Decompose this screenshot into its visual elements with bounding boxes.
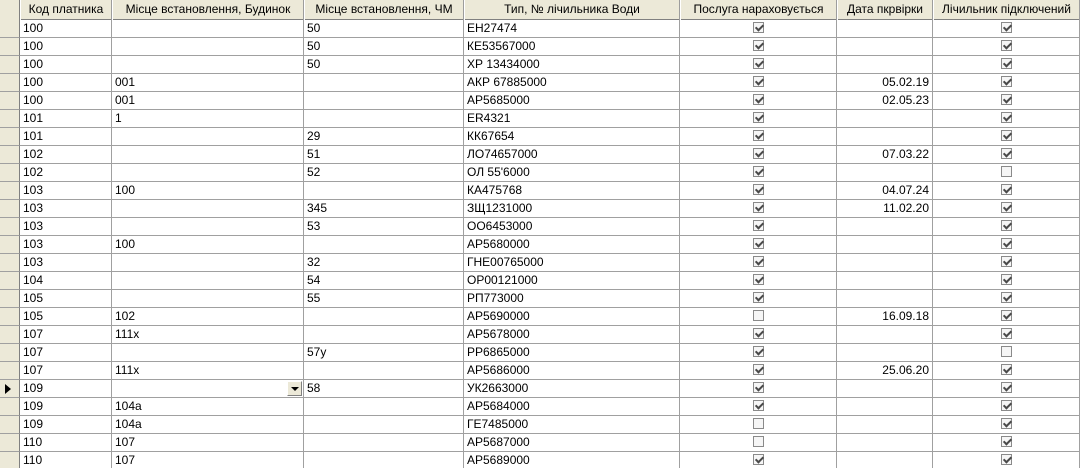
checkbox-icon[interactable]: [1001, 148, 1012, 159]
cell-connected: [933, 92, 1080, 110]
row-pointer-icon: [5, 384, 11, 394]
row-indicator[interactable]: [0, 110, 20, 128]
cell-apartment[interactable]: 51: [304, 146, 464, 164]
checkbox-icon[interactable]: [1001, 94, 1012, 105]
cell-meter[interactable]: ОО6453000: [464, 218, 680, 236]
row-indicator[interactable]: [0, 344, 20, 362]
cell-connected: [933, 182, 1080, 200]
cell-house[interactable]: [112, 56, 304, 74]
cell-code[interactable]: 109: [20, 398, 112, 416]
cell-connected: [933, 110, 1080, 128]
cell-connected: [933, 20, 1080, 38]
cell-apartment[interactable]: 52: [304, 164, 464, 182]
cell-check-date[interactable]: [837, 236, 933, 254]
cell-code[interactable]: 110: [20, 434, 112, 452]
cell-code[interactable]: 101: [20, 128, 112, 146]
table-row[interactable]: [0, 146, 1080, 164]
cell-service: [680, 434, 837, 452]
cell-service: [680, 110, 837, 128]
cell-service: [680, 254, 837, 272]
cell-meter[interactable]: ХР 13434000: [464, 56, 680, 74]
cell-check-date[interactable]: [837, 38, 933, 56]
cell-meter[interactable]: УК2663000: [464, 380, 680, 398]
checkbox-icon[interactable]: [1001, 112, 1012, 123]
col-header-code[interactable]: Код платника: [20, 0, 112, 20]
checkbox-icon[interactable]: [753, 310, 764, 321]
table-row[interactable]: [0, 164, 1080, 182]
cell-connected: [933, 362, 1080, 380]
cell-service: [680, 326, 837, 344]
table-row[interactable]: [0, 92, 1080, 110]
checkbox-icon[interactable]: [753, 400, 764, 411]
checkbox-icon[interactable]: [1001, 436, 1012, 447]
cell-meter[interactable]: ЛО74657000: [464, 146, 680, 164]
cell-check-date[interactable]: [837, 416, 933, 434]
cell-meter[interactable]: ОЛ 55'6000: [464, 164, 680, 182]
cell-meter[interactable]: АР5686000: [464, 362, 680, 380]
cell-check-date[interactable]: [837, 218, 933, 236]
cell-meter[interactable]: АР5684000: [464, 398, 680, 416]
cell-meter[interactable]: ЗЩ1231000: [464, 200, 680, 218]
row-indicator[interactable]: [0, 452, 20, 468]
cell-house[interactable]: [112, 20, 304, 38]
cell-apartment[interactable]: 345: [304, 200, 464, 218]
cell-apartment[interactable]: 53: [304, 218, 464, 236]
cell-code[interactable]: 100: [20, 38, 112, 56]
cell-connected: [933, 452, 1080, 468]
checkbox-icon[interactable]: [753, 382, 764, 393]
col-header-service[interactable]: Послуга нараховується: [680, 0, 837, 20]
row-indicator[interactable]: [0, 380, 20, 398]
cell-service: [680, 200, 837, 218]
row-indicator[interactable]: [0, 128, 20, 146]
cell-connected: [933, 74, 1080, 92]
cell-apartment[interactable]: [304, 398, 464, 416]
cell-apartment[interactable]: 50: [304, 20, 464, 38]
cell-code[interactable]: 103: [20, 218, 112, 236]
cell-house[interactable]: [112, 272, 304, 290]
table-row[interactable]: [0, 362, 1080, 380]
cell-house[interactable]: 100: [112, 182, 304, 200]
cell-meter[interactable]: АР5678000: [464, 326, 680, 344]
cell-apartment[interactable]: 50: [304, 56, 464, 74]
cell-connected: [933, 380, 1080, 398]
cell-connected: [933, 218, 1080, 236]
row-indicator[interactable]: [0, 146, 20, 164]
checkbox-icon[interactable]: [1001, 22, 1012, 33]
cell-meter[interactable]: РП773000: [464, 290, 680, 308]
table-row[interactable]: [0, 272, 1080, 290]
cell-connected: [933, 164, 1080, 182]
cell-check-date[interactable]: 25.06.20: [837, 362, 933, 380]
row-indicator[interactable]: [0, 92, 20, 110]
checkbox-icon[interactable]: [753, 166, 764, 177]
cell-check-date[interactable]: [837, 110, 933, 128]
cell-house[interactable]: 001: [112, 74, 304, 92]
checkbox-icon[interactable]: [1001, 418, 1012, 429]
row-indicator[interactable]: [0, 182, 20, 200]
col-header-check-date[interactable]: Дата пкрвірки: [837, 0, 933, 20]
cell-house[interactable]: 102: [112, 308, 304, 326]
cell-apartment[interactable]: 32: [304, 254, 464, 272]
checkbox-icon[interactable]: [753, 238, 764, 249]
checkbox-icon[interactable]: [753, 112, 764, 123]
row-indicator[interactable]: [0, 416, 20, 434]
cell-code[interactable]: 100: [20, 20, 112, 38]
cell-service: [680, 146, 837, 164]
cell-apartment[interactable]: [304, 308, 464, 326]
cell-service: [680, 416, 837, 434]
cell-house[interactable]: [112, 254, 304, 272]
cell-apartment[interactable]: [304, 326, 464, 344]
checkbox-icon[interactable]: [753, 94, 764, 105]
row-indicator[interactable]: [0, 56, 20, 74]
cell-service: [680, 362, 837, 380]
cell-meter[interactable]: АР5685000: [464, 92, 680, 110]
grid-header: [0, 0, 1080, 20]
checkbox-icon[interactable]: [753, 256, 764, 267]
cell-service: [680, 74, 837, 92]
cell-house[interactable]: 100: [112, 236, 304, 254]
row-indicator[interactable]: [0, 236, 20, 254]
cell-check-date[interactable]: [837, 164, 933, 182]
checkbox-icon[interactable]: [1001, 454, 1012, 465]
cell-meter[interactable]: АР5690000: [464, 308, 680, 326]
checkbox-icon[interactable]: [753, 328, 764, 339]
cell-meter[interactable]: ЕR4321: [464, 110, 680, 128]
checkbox-icon[interactable]: [1001, 130, 1012, 141]
cell-code[interactable]: 100: [20, 56, 112, 74]
table-row[interactable]: [0, 56, 1080, 74]
cell-apartment[interactable]: [304, 92, 464, 110]
cell-service: [680, 236, 837, 254]
cell-meter[interactable]: ГНЕ00765000: [464, 254, 680, 272]
cell-code[interactable]: 101: [20, 110, 112, 128]
row-indicator[interactable]: [0, 308, 20, 326]
checkbox-icon[interactable]: [753, 292, 764, 303]
checkbox-icon[interactable]: [1001, 310, 1012, 321]
cell-house[interactable]: 1: [112, 110, 304, 128]
cell-meter[interactable]: ЕН27474: [464, 20, 680, 38]
checkbox-icon[interactable]: [1001, 292, 1012, 303]
cell-code[interactable]: 107: [20, 326, 112, 344]
cell-code[interactable]: 105: [20, 308, 112, 326]
cell-check-date[interactable]: [837, 452, 933, 468]
cell-meter[interactable]: КЕ53567000: [464, 38, 680, 56]
cell-house[interactable]: 104а: [112, 398, 304, 416]
cell-check-date[interactable]: 05.02.19: [837, 74, 933, 92]
cell-apartment[interactable]: 55: [304, 290, 464, 308]
cell-connected: [933, 200, 1080, 218]
cell-apartment[interactable]: 54: [304, 272, 464, 290]
cell-check-date[interactable]: 16.09.18: [837, 308, 933, 326]
col-header-apartment[interactable]: Місце встановлення, ЧМ: [304, 0, 464, 20]
cell-service: [680, 128, 837, 146]
cell-code[interactable]: 100: [20, 92, 112, 110]
cell-house[interactable]: [112, 38, 304, 56]
checkbox-icon[interactable]: [1001, 328, 1012, 339]
checkbox-icon[interactable]: [753, 364, 764, 375]
cell-service: [680, 20, 837, 38]
cell-connected: [933, 344, 1080, 362]
row-indicator[interactable]: [0, 164, 20, 182]
cell-service: [680, 452, 837, 468]
table-row[interactable]: [0, 326, 1080, 344]
cell-code[interactable]: 103: [20, 236, 112, 254]
table-row[interactable]: [0, 344, 1080, 362]
cell-service: [680, 272, 837, 290]
cell-code[interactable]: 105: [20, 290, 112, 308]
checkbox-icon[interactable]: [1001, 346, 1012, 357]
cell-code[interactable]: 109: [20, 416, 112, 434]
cell-code[interactable]: 102: [20, 146, 112, 164]
cell-check-date[interactable]: [837, 398, 933, 416]
cell-code[interactable]: 109: [20, 380, 112, 398]
row-indicator[interactable]: [0, 362, 20, 380]
row-indicator[interactable]: [0, 38, 20, 56]
header-corner[interactable]: [0, 0, 20, 20]
cell-check-date[interactable]: 02.05.23: [837, 92, 933, 110]
table-row[interactable]: [0, 236, 1080, 254]
row-indicator[interactable]: [0, 290, 20, 308]
cell-service: [680, 218, 837, 236]
checkbox-icon[interactable]: [753, 418, 764, 429]
col-header-meter[interactable]: Тип, № лічильника Води: [464, 0, 680, 20]
table-row[interactable]: [0, 128, 1080, 146]
row-indicator[interactable]: [0, 200, 20, 218]
row-indicator[interactable]: [0, 272, 20, 290]
cell-apartment[interactable]: [304, 182, 464, 200]
table-row[interactable]: [0, 308, 1080, 326]
checkbox-icon[interactable]: [1001, 382, 1012, 393]
cell-code[interactable]: 107: [20, 344, 112, 362]
checkbox-icon[interactable]: [753, 454, 764, 465]
table-row[interactable]: [0, 434, 1080, 452]
cell-house[interactable]: 111х: [112, 326, 304, 344]
row-indicator[interactable]: [0, 218, 20, 236]
checkbox-icon[interactable]: [1001, 400, 1012, 411]
cell-house[interactable]: [112, 290, 304, 308]
cell-check-date[interactable]: 11.02.20: [837, 200, 933, 218]
cell-check-date[interactable]: [837, 380, 933, 398]
cell-meter[interactable]: АР5680000: [464, 236, 680, 254]
cell-service: [680, 92, 837, 110]
cell-check-date[interactable]: 04.07.24: [837, 182, 933, 200]
cell-connected: [933, 290, 1080, 308]
cell-connected: [933, 38, 1080, 56]
table-row[interactable]: [0, 218, 1080, 236]
table-row[interactable]: [0, 74, 1080, 92]
cell-apartment[interactable]: 29: [304, 128, 464, 146]
chevron-down-icon[interactable]: [287, 381, 302, 396]
cell-meter[interactable]: АР5687000: [464, 434, 680, 452]
checkbox-icon[interactable]: [1001, 202, 1012, 213]
cell-check-date[interactable]: [837, 326, 933, 344]
cell-meter[interactable]: КК67654: [464, 128, 680, 146]
row-indicator[interactable]: [0, 254, 20, 272]
table-row[interactable]: [0, 20, 1080, 38]
checkbox-icon[interactable]: [753, 22, 764, 33]
checkbox-icon[interactable]: [1001, 76, 1012, 87]
table-row[interactable]: [0, 398, 1080, 416]
cell-code[interactable]: 103: [20, 254, 112, 272]
row-indicator[interactable]: [0, 398, 20, 416]
cell-house[interactable]: 001: [112, 92, 304, 110]
cell-service: [680, 38, 837, 56]
cell-service: [680, 290, 837, 308]
cell-service: [680, 398, 837, 416]
cell-check-date[interactable]: [837, 128, 933, 146]
checkbox-icon[interactable]: [1001, 364, 1012, 375]
cell-house[interactable]: 111х: [112, 362, 304, 380]
table-row[interactable]: [0, 380, 1080, 398]
table-row[interactable]: [0, 452, 1080, 468]
checkbox-icon[interactable]: [1001, 40, 1012, 51]
cell-code[interactable]: 107: [20, 362, 112, 380]
cell-service: [680, 380, 837, 398]
checkbox-icon[interactable]: [1001, 184, 1012, 195]
cell-connected: [933, 416, 1080, 434]
cell-code[interactable]: 110: [20, 452, 112, 468]
cell-connected: [933, 128, 1080, 146]
cell-connected: [933, 236, 1080, 254]
cell-service: [680, 308, 837, 326]
cell-check-date[interactable]: [837, 254, 933, 272]
cell-connected: [933, 434, 1080, 452]
table-row[interactable]: [0, 290, 1080, 308]
cell-connected: [933, 254, 1080, 272]
checkbox-icon[interactable]: [1001, 256, 1012, 267]
cell-connected: [933, 146, 1080, 164]
cell-house[interactable]: [112, 380, 304, 398]
cell-connected: [933, 308, 1080, 326]
cell-check-date[interactable]: 07.03.22: [837, 146, 933, 164]
cell-apartment[interactable]: [304, 416, 464, 434]
cell-code[interactable]: 104: [20, 272, 112, 290]
checkbox-icon[interactable]: [753, 274, 764, 285]
cell-meter[interactable]: ГЕ7485000: [464, 416, 680, 434]
cell-check-date[interactable]: [837, 434, 933, 452]
grid-body: [0, 20, 1080, 468]
checkbox-icon[interactable]: [1001, 274, 1012, 285]
col-header-house[interactable]: Місце встановлення, Будинок: [112, 0, 304, 20]
cell-house[interactable]: [112, 146, 304, 164]
cell-apartment[interactable]: 57у: [304, 344, 464, 362]
table-row[interactable]: [0, 200, 1080, 218]
cell-check-date[interactable]: [837, 20, 933, 38]
cell-code[interactable]: 103: [20, 182, 112, 200]
cell-connected: [933, 326, 1080, 344]
checkbox-icon[interactable]: [753, 436, 764, 447]
cell-check-date[interactable]: [837, 344, 933, 362]
cell-meter[interactable]: РР6865000: [464, 344, 680, 362]
cell-check-date[interactable]: [837, 290, 933, 308]
row-indicator[interactable]: [0, 434, 20, 452]
checkbox-icon[interactable]: [753, 40, 764, 51]
checkbox-icon[interactable]: [753, 202, 764, 213]
cell-apartment[interactable]: 58: [304, 380, 464, 398]
cell-check-date[interactable]: [837, 272, 933, 290]
cell-service: [680, 164, 837, 182]
cell-code[interactable]: 103: [20, 200, 112, 218]
cell-apartment[interactable]: [304, 362, 464, 380]
table-row[interactable]: [0, 38, 1080, 56]
cell-house[interactable]: [112, 128, 304, 146]
row-indicator[interactable]: [0, 326, 20, 344]
cell-meter[interactable]: АР5689000: [464, 452, 680, 468]
table-row[interactable]: [0, 254, 1080, 272]
checkbox-icon[interactable]: [753, 76, 764, 87]
row-indicator[interactable]: [0, 74, 20, 92]
checkbox-icon[interactable]: [1001, 58, 1012, 69]
cell-connected: [933, 56, 1080, 74]
cell-house[interactable]: [112, 200, 304, 218]
checkbox-icon[interactable]: [753, 346, 764, 357]
checkbox-icon[interactable]: [753, 148, 764, 159]
cell-connected: [933, 398, 1080, 416]
cell-apartment[interactable]: 50: [304, 38, 464, 56]
checkbox-icon[interactable]: [753, 184, 764, 195]
cell-house[interactable]: [112, 164, 304, 182]
col-header-connected[interactable]: Лічильник підключений: [933, 0, 1080, 20]
cell-apartment[interactable]: [304, 110, 464, 128]
cell-house[interactable]: [112, 218, 304, 236]
cell-check-date[interactable]: [837, 56, 933, 74]
table-row[interactable]: [0, 416, 1080, 434]
checkbox-icon[interactable]: [753, 220, 764, 231]
cell-meter[interactable]: ОР00121000: [464, 272, 680, 290]
row-indicator[interactable]: [0, 20, 20, 38]
cell-apartment[interactable]: [304, 434, 464, 452]
cell-house[interactable]: [112, 344, 304, 362]
cell-house[interactable]: 107: [112, 452, 304, 468]
cell-service: [680, 182, 837, 200]
cell-connected: [933, 272, 1080, 290]
cell-apartment[interactable]: [304, 74, 464, 92]
cell-apartment[interactable]: [304, 452, 464, 468]
cell-house[interactable]: 107: [112, 434, 304, 452]
cell-service: [680, 344, 837, 362]
cell-house[interactable]: 104а: [112, 416, 304, 434]
table-row[interactable]: [0, 182, 1080, 200]
table-row[interactable]: [0, 110, 1080, 128]
cell-code[interactable]: 100: [20, 74, 112, 92]
checkbox-icon[interactable]: [1001, 238, 1012, 249]
checkbox-icon[interactable]: [1001, 220, 1012, 231]
cell-apartment[interactable]: [304, 236, 464, 254]
cell-meter[interactable]: КА475768: [464, 182, 680, 200]
cell-service: [680, 56, 837, 74]
cell-meter[interactable]: АКР 67885000: [464, 74, 680, 92]
checkbox-icon[interactable]: [753, 130, 764, 141]
checkbox-icon[interactable]: [753, 58, 764, 69]
cell-code[interactable]: 102: [20, 164, 112, 182]
checkbox-icon[interactable]: [1001, 166, 1012, 177]
